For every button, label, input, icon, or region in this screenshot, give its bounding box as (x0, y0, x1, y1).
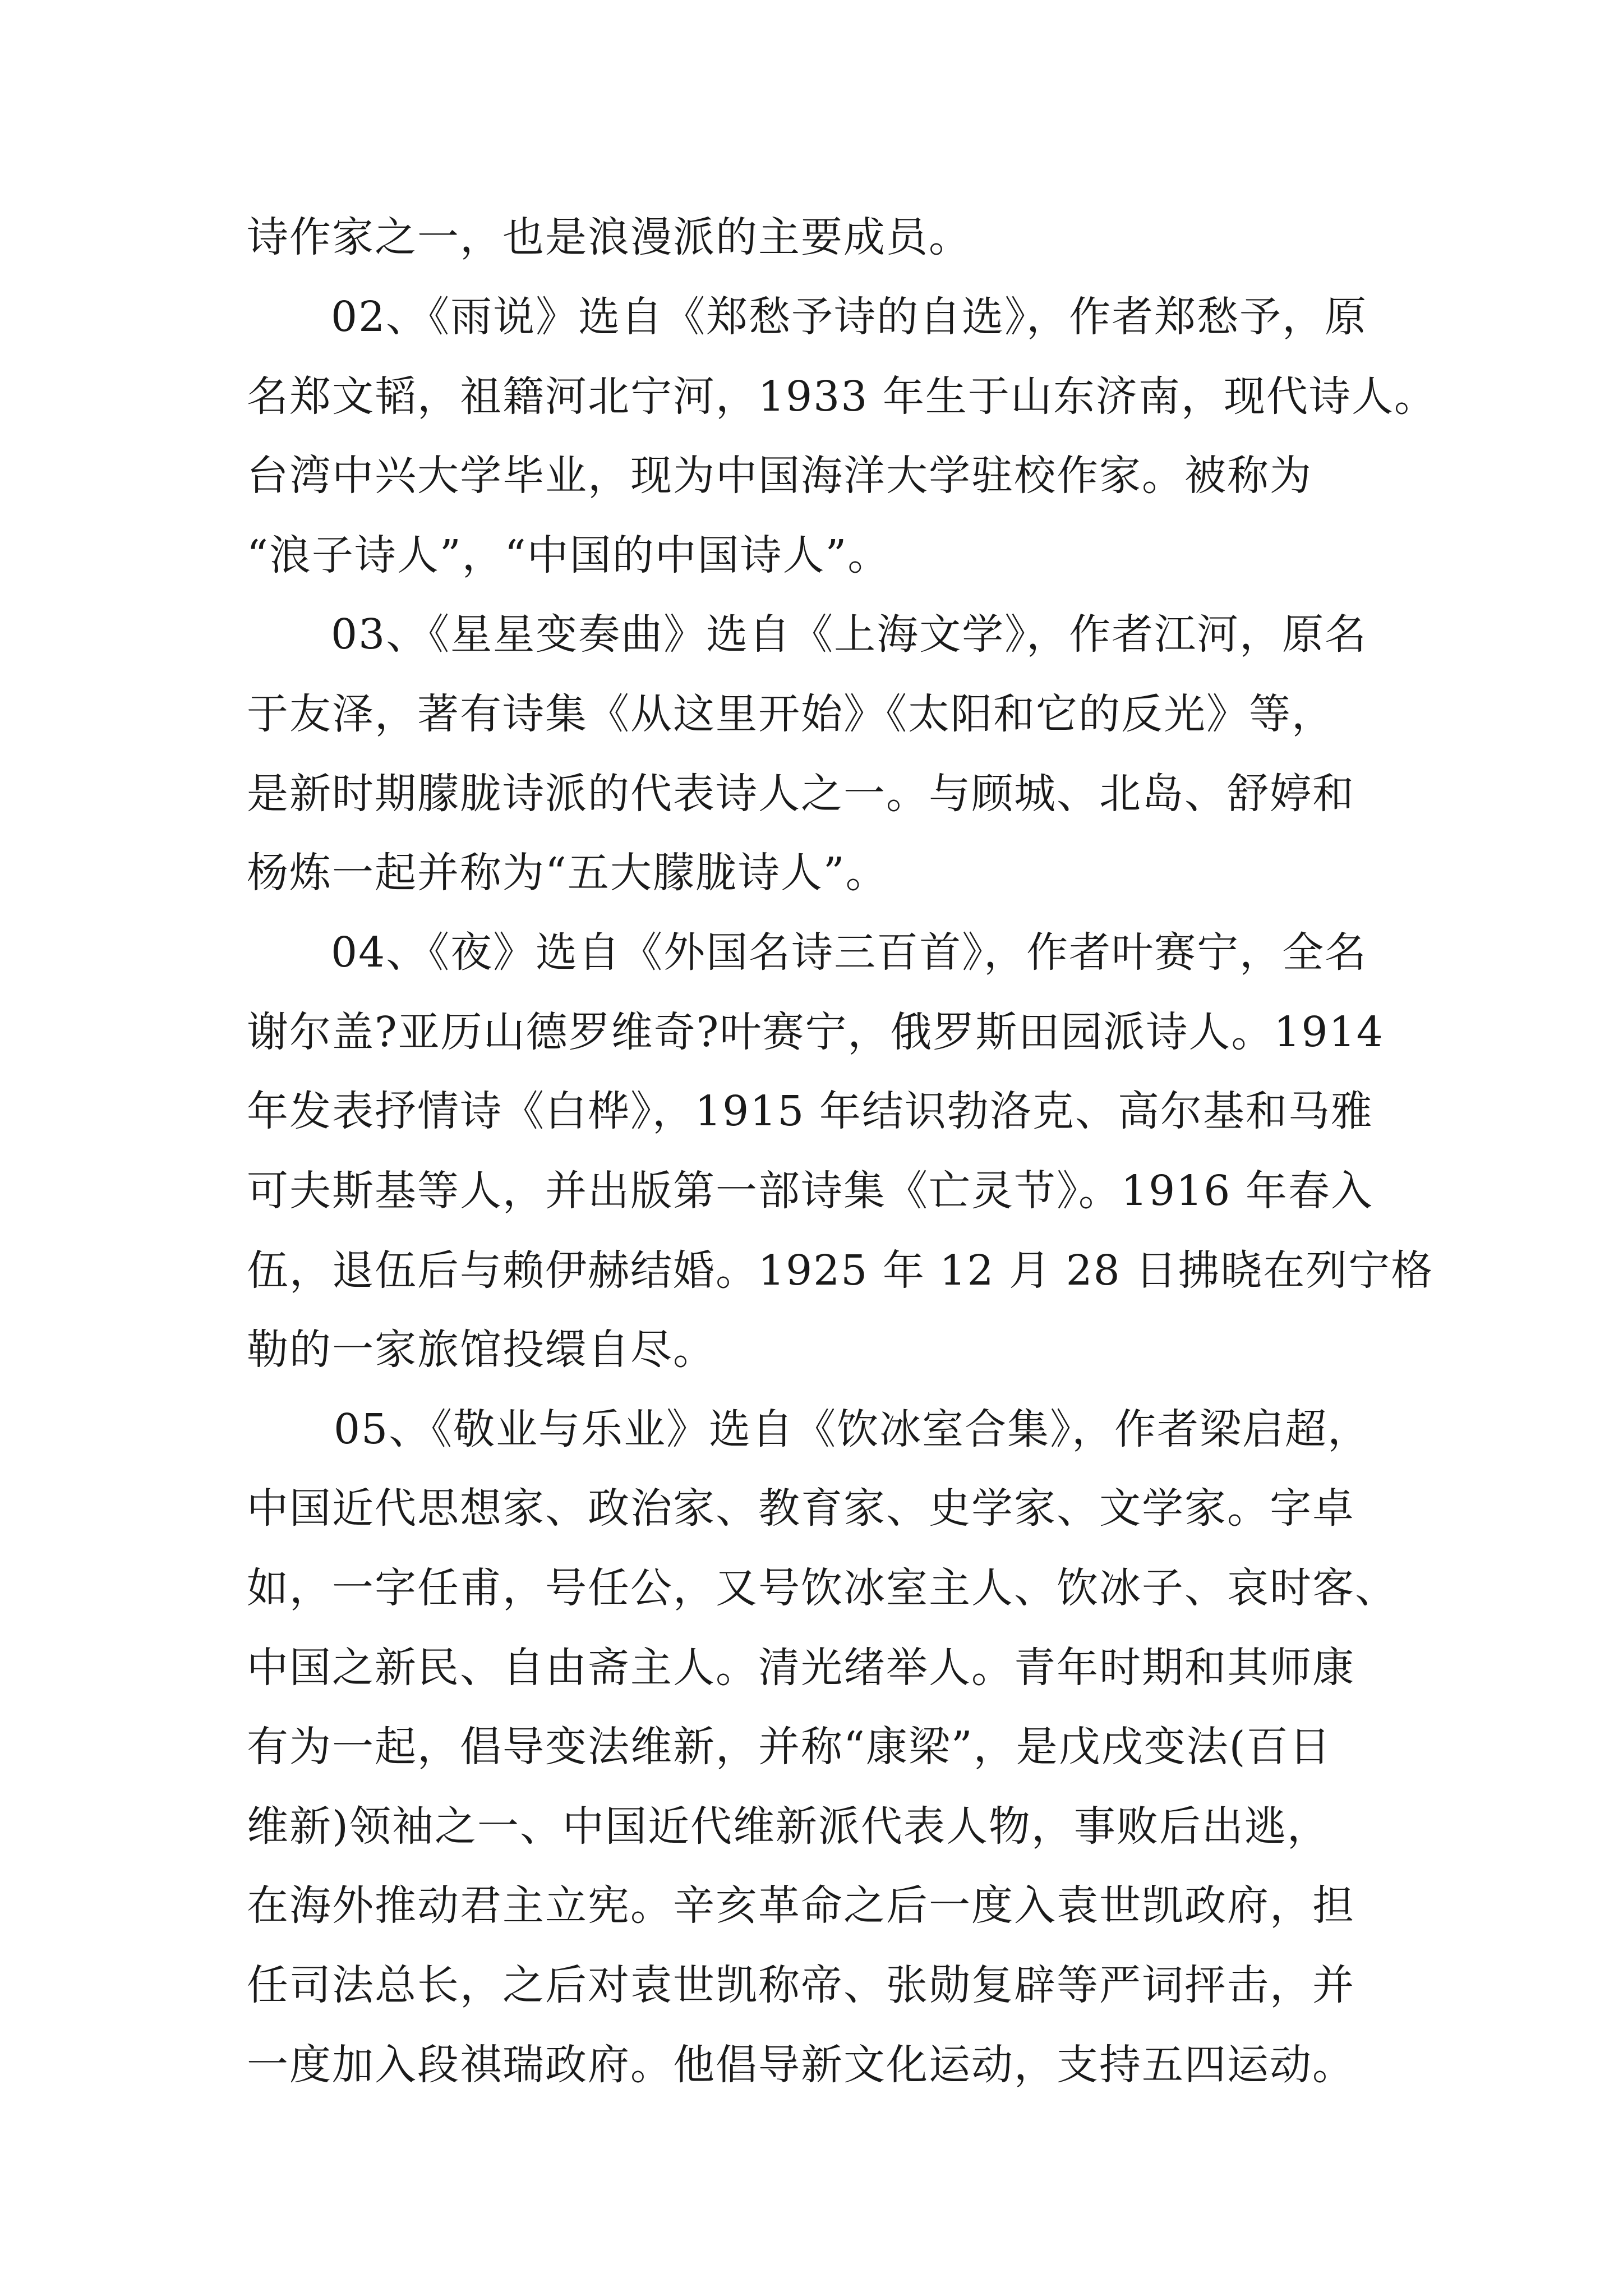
text-line: 04、《夜》选自《外国名诗三百首》，作者叶赛宁，全名 (331, 928, 1368, 977)
text-line: 一度加入段祺瑞政府。他倡导新文化运动，支持五四运动。 (247, 2041, 1355, 2089)
text-line: 中国近代思想家、政治家、教育家、史学家、文学家。字卓 (247, 1484, 1355, 1533)
text-line: 名郑文韬，祖籍河北宁河，1933 年生于山东济南，现代诗人。 (247, 372, 1437, 421)
text-line: 维新)领袖之一、中国近代维新派代表人物，事败后出逃， (247, 1802, 1330, 1851)
text-line: 可夫斯基等人，并出版第一部诗集《亡灵节》。1916 年春入 (247, 1167, 1373, 1215)
text-line: 有为一起，倡导变法维新，并称“康梁”，是戊戌变法(百日 (247, 1723, 1332, 1771)
text-line: 年发表抒情诗《白桦》，1915 年结识勃洛克、高尔基和马雅 (247, 1087, 1373, 1135)
text-line: 伍，退伍后与赖伊赫结婚。1925 年 12 月 28 日拂晓在列宁格 (247, 1246, 1434, 1295)
text-line: 03、《星星变奏曲》选自《上海文学》，作者江河，原名 (331, 610, 1368, 659)
text-line: 02、《雨说》选自《郑愁予诗的自选》，作者郑愁予，原 (331, 293, 1368, 341)
text-line: 是新时期朦胧诗派的代表诗人之一。与顾城、北岛、舒婷和 (247, 770, 1355, 818)
text-line: 杨炼一起并称为“五大朦胧诗人”。 (247, 849, 888, 897)
text-line: 中国之新民、自由斋主人。清光绪举人。青年时期和其师康 (247, 1644, 1355, 1692)
text-line: 台湾中兴大学毕业，现为中国海洋大学驻校作家。被称为 (247, 452, 1312, 500)
text-line: 诗作家之一，也是浪漫派的主要成员。 (247, 213, 971, 261)
text-line: 05、《敬业与乐业》选自《饮冰室合集》，作者梁启超， (334, 1405, 1371, 1453)
text-line: 于友泽，著有诗集《从这里开始》《太阳和它的反光》等， (247, 690, 1334, 738)
text-line: 任司法总长，之后对袁世凯称帝、张勋复辟等严词抨击，并 (247, 1961, 1355, 2009)
text-line: 在海外推动君主立宪。辛亥革命之后一度入袁世凯政府，担 (247, 1881, 1355, 1930)
text-line: “浪子诗人”，“中国的中国诗人”。 (247, 531, 891, 579)
text-line: 勒的一家旅馆投缳自尽。 (247, 1326, 716, 1374)
text-line: 如，一字任甫，号任公，又号饮冰室主人、饮冰子、哀时客、 (247, 1564, 1398, 1612)
text-line: 谢尔盖?亚历山德罗维奇?叶赛宁，俄罗斯田园派诗人。1914 (247, 1008, 1384, 1056)
